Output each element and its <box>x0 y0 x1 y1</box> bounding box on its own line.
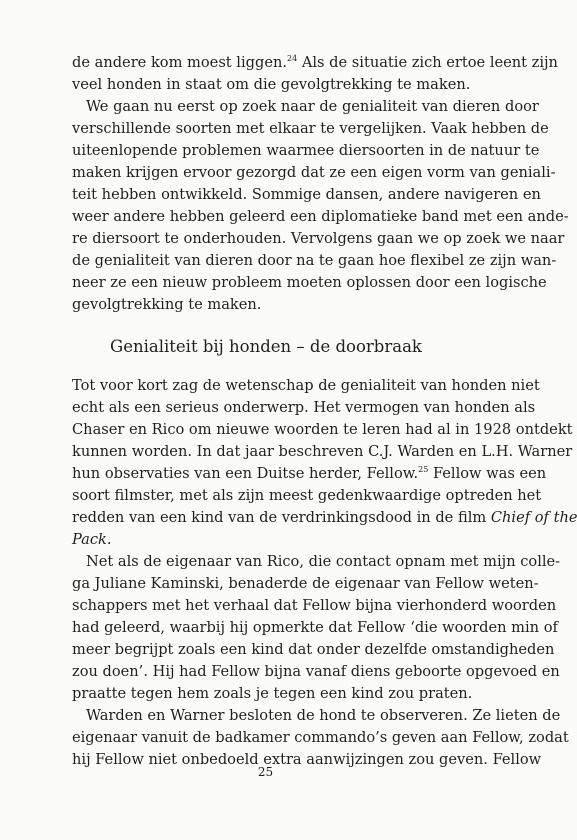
text-line: verschillende soorten met elkaar te vergelijken. Vaak hebben de <box>72 120 549 137</box>
text-line: Warden en Warner besloten de hond te observeren. Ze lieten de <box>86 707 561 724</box>
paragraph-3 <box>72 375 577 551</box>
text-line: hun observaties van een Duitse herder, Fellow.$^{25}$ Fellow was een <box>72 465 547 482</box>
text-line: Chaser en Rico om nieuwe woorden te leren had al in 1928 ontdekt <box>72 421 573 438</box>
text-line: Tot voor kort zag de wetenschap de genialiteit van honden niet <box>72 377 540 394</box>
footnote-marker[interactable]: 25 <box>418 465 429 475</box>
text-line: de genialiteit van dieren door na te gaan hoe flexibel ze zijn wan- <box>72 252 557 269</box>
text-line: We gaan nu eerst op zoek naar de genialiteit van dieren door <box>86 98 539 115</box>
text-line: hij Fellow niet onbedoeld extra aanwijzingen zou geven. Fellow <box>72 751 542 768</box>
paragraph-2 <box>72 96 569 316</box>
paragraph-4 <box>72 551 561 705</box>
text-line: meer begrijpt zoals een kind dat onder dezelfde omstandigheden <box>72 641 555 658</box>
text-line: soort filmster, met als zijn meest gedenkwaardige optreden het <box>72 487 542 504</box>
text-line: neer ze een nieuw probleem moeten oplossen door een logische <box>72 274 547 291</box>
footnote-marker[interactable]: 24 <box>287 54 298 64</box>
text-line: eigenaar vanuit de badkamer commando’s geven aan Fellow, zodat <box>72 729 569 746</box>
paragraph-1 <box>72 52 558 96</box>
text-line: de andere kom moest liggen.$^{24}$ Als de situatie zich ertoe leent zijn <box>72 54 558 71</box>
page-number: 25 <box>257 765 274 779</box>
text-line: uiteenlopende problemen waarmee diersoorten in de natuur te <box>72 142 540 159</box>
text-line: redden van een kind van de verdrinkingsdood in de film Chief of the <box>72 509 577 526</box>
film-title: Chief of the <box>490 509 577 526</box>
film-title: Pack <box>72 531 107 548</box>
text-line: zou doen’. Hij had Fellow bijna vanaf diens geboorte opgevoed en <box>72 663 560 680</box>
text-line: weer andere hebben geleerd een diplomatieke band met een ande- <box>72 208 569 225</box>
text-line: kunnen worden. In dat jaar beschreven C.J. Warden en L.H. Warner <box>72 443 573 460</box>
paragraph-5 <box>72 705 569 771</box>
text-line: re diersoort te onderhouden. Vervolgens gaan we op zoek we naar <box>72 230 565 247</box>
text-line: gevolgtrekking te maken. <box>72 296 262 313</box>
text-line: teit hebben ontwikkeld. Sommige dansen, andere navigeren en <box>72 186 541 203</box>
text-line: ga Juliane Kaminski, benaderde de eigenaar van Fellow weten- <box>72 575 539 592</box>
section-heading: Genialiteit bij honden – de doorbraak <box>110 337 422 356</box>
text-line: maken krijgen ervoor gezorgd dat ze een eigen vorm van geniali- <box>72 164 556 181</box>
text-line: echt als een serieus onderwerp. Het vermogen van honden als <box>72 399 536 416</box>
text-line: schappers met het verhaal dat Fellow bijna vierhonderd woorden <box>72 597 557 614</box>
text-line: veel honden in staat om die gevolgtrekking te maken. <box>72 76 471 93</box>
text-line: Pack. <box>72 531 112 548</box>
text-line: had geleerd, waarbij hij opmerkte dat Fellow ‘die woorden min of <box>72 619 558 636</box>
text-line: praatte tegen hem zoals je tegen een kind zou praten. <box>72 685 473 702</box>
text-line: Net als de eigenaar van Rico, die contact opnam met mijn colle- <box>86 553 561 570</box>
